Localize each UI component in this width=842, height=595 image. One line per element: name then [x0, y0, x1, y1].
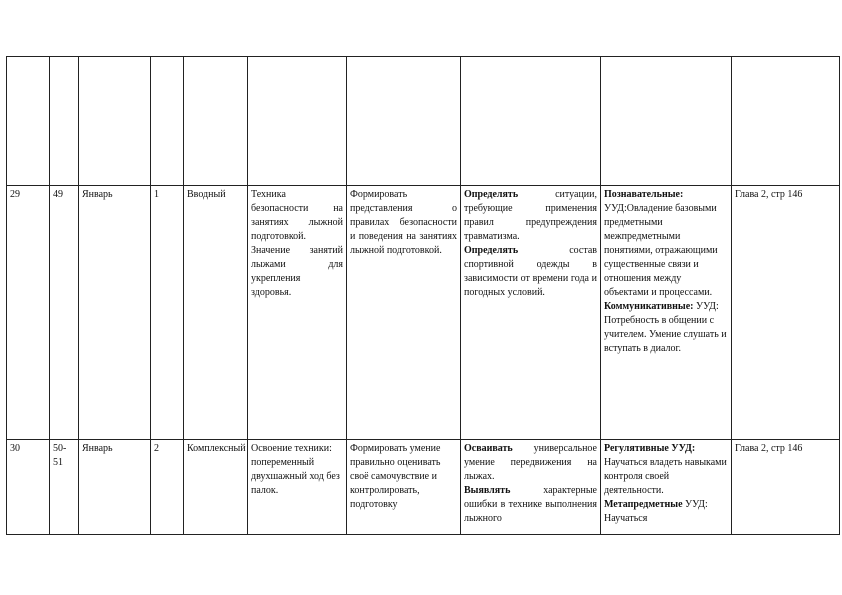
activity-item: Осваивать универсальное умение передвижения на лыжах. [464, 443, 597, 482]
uud-item: Коммуникативные: УУД: Потребность в общении с учителем. Умение слушать и вступать в диалог. [604, 301, 727, 354]
lesson-number: 49 [50, 186, 79, 440]
table-row [7, 440, 840, 535]
empty-cell [7, 57, 50, 186]
empty-cell [248, 57, 347, 186]
lesson-topic: Техника безопасности на занятиях лыжной подготовкой. Значение занятий лыжами для укрепления здоровья. [248, 186, 347, 440]
uud-item: Регулятивные УУД: Научаться владеть навыками контроля своей деятельности. [604, 443, 727, 496]
row-number: 30 [7, 440, 50, 535]
lesson-goal: Формировать представления о правилах безопасности и поведения на занятиях лыжной подготовкой. [347, 186, 461, 440]
empty-cell [184, 57, 248, 186]
activity-item: Определять состав спортивной одежды в зависимости от времени года и погодных условий. [464, 245, 597, 298]
blank-header-row [7, 57, 840, 186]
hours: 2 [151, 440, 184, 535]
empty-cell [79, 57, 151, 186]
activity-item: Определять ситуации, требующие применения правил предупреждения травматизма. [464, 189, 597, 242]
lesson-number: 50-51 [50, 440, 79, 535]
lesson-plan-table [6, 56, 840, 535]
month: Январь [79, 186, 151, 440]
empty-cell [347, 57, 461, 186]
table-row [7, 186, 840, 440]
empty-cell [601, 57, 732, 186]
activity-cell [461, 440, 601, 535]
uud-item: Познавательные: УУД:Овладение базовыми предметными межпредметными понятиями, отражающими существенные связи и отношения между объектами и процессами. [604, 189, 718, 298]
reference: Глава 2, стр 146 [732, 440, 840, 535]
empty-cell [732, 57, 840, 186]
reference: Глава 2, стр 146 [732, 186, 840, 440]
activity-item: Выявлять характерные ошибки в технике выполнения лыжного [464, 485, 597, 524]
empty-cell [151, 57, 184, 186]
hours: 1 [151, 186, 184, 440]
uud-cell [601, 440, 732, 535]
activity-cell [461, 186, 601, 440]
lesson-type: Комплексный [184, 440, 248, 535]
row-number: 29 [7, 186, 50, 440]
month: Январь [79, 440, 151, 535]
uud-item: Метапредметные УУД: Научаться [604, 499, 708, 524]
lesson-type: Вводный [184, 186, 248, 440]
lesson-goal: Формировать умение правильно оценивать своё самочувствие и контролировать, подготовку [347, 440, 461, 535]
empty-cell [50, 57, 79, 186]
lesson-topic: Освоение техники: попеременный двухшажный ход без палок. [248, 440, 347, 535]
empty-cell [461, 57, 601, 186]
uud-cell [601, 186, 732, 440]
